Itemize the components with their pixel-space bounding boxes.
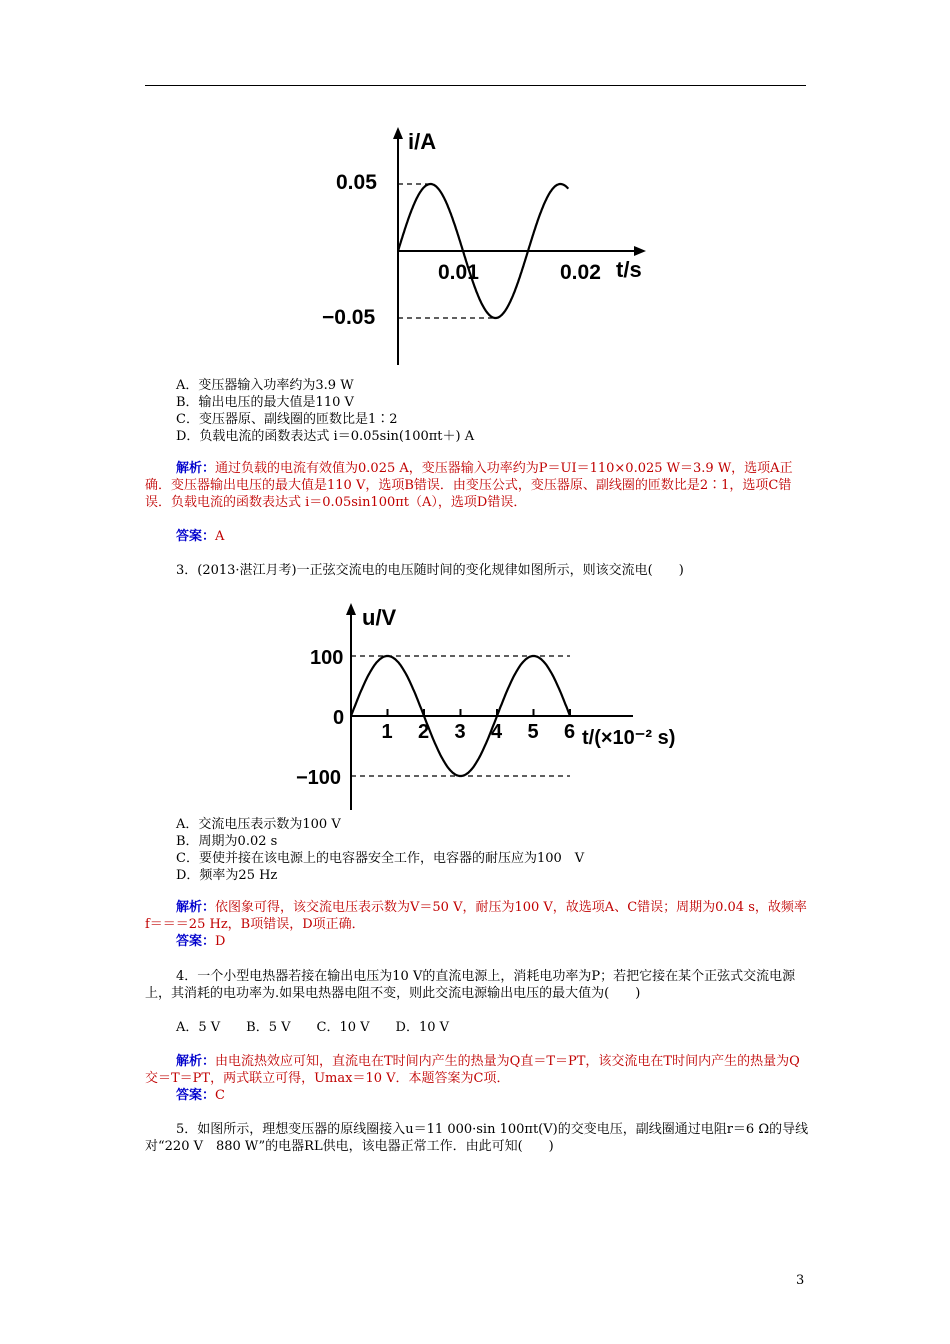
chart2-xtick-3: 3 xyxy=(454,721,466,743)
current-sine-chart xyxy=(320,125,660,365)
chart2-ytick-top: 100 xyxy=(310,647,344,669)
q2-options xyxy=(176,377,816,445)
q4-options: A．5 V B．5 V C．10 V D．10 V xyxy=(176,1020,450,1035)
chart2-xlabel: t/(×10⁻² s) xyxy=(582,727,676,749)
q3-option-b: B．周期为0.02 s xyxy=(176,834,278,849)
chart2-xtick-5: 5 xyxy=(527,721,539,743)
q3-option-d: D．频率为25 Hz xyxy=(176,868,278,883)
chart1-y-arrow xyxy=(393,127,403,139)
q2-option-c: C．变压器原、副线圈的匝数比是1∶2 xyxy=(176,412,398,427)
chart2-xtick-1: 1 xyxy=(381,721,393,743)
chart2-xtick-2: 2 xyxy=(418,721,430,743)
q5-stem: 5．如图所示，理想变压器的原线圈接入u＝11 000·sin 100πt(V)的交变电压，副线圈通过电阻r＝6 Ω的导线对“220 V 880 W”的电器RL供电，该电器正常工作．由此可知( ) xyxy=(145,1122,809,1154)
chart1-xtick-2: 0.02 xyxy=(560,261,601,284)
q2-option-d: D．负载电流的函数表达式 i＝0.05sin(100πt＋) A xyxy=(176,429,475,444)
chart2-ylabel: u/V xyxy=(362,605,397,630)
chart2-xtick-4: 4 xyxy=(491,721,503,743)
q2-answer: 答案：A xyxy=(176,529,225,544)
chart2-xtick-6: 6 xyxy=(564,721,576,743)
q3-analysis: 解析：依图象可得，该交流电压表示数为V＝50 V，耐压为100 V，故选项A、C错误；周期为0.04 s，故频率f＝＝＝25 Hz，B项错误，D项正确． xyxy=(145,900,807,932)
chart2-ytick-bottom: −100 xyxy=(296,767,342,789)
chart1-ytick-bottom: −0.05 xyxy=(322,306,376,329)
q2-analysis: 解析：通过负载的电流有效值为0.025 A，变压器输入功率约为P＝UI＝110×0.025 W＝3.9 W，选项A正确．变压器输出电压的最大值是110 V，选项B错误．由变压公式，变压器原、副线圈的匝数比是2∶1，选项C错误．负载电流的函数表达式 i＝0.05sin100πt（A），选项D错误． xyxy=(145,461,793,510)
q4-stem: 4．一个小型电热器若接在输出电压为10 V的直流电源上，消耗电功率为P；若把它接在某个正弦式交流电源上，其消耗的电功率为.如果电热器电阻不变，则此交流电源输出电压的最大值为( ) xyxy=(145,969,796,1001)
chart1-x-arrow xyxy=(634,246,646,256)
voltage-sine-chart xyxy=(290,598,710,813)
chart1-xtick-1: 0.01 xyxy=(438,261,479,284)
q4-analysis: 解析：由电流热效应可知，直流电在T时间内产生的热量为Q直＝T＝PT，该交流电在T时间内产生的热量为Q交＝T＝PT，两式联立可得，Umax＝10 V．本题答案为C项． xyxy=(145,1054,800,1086)
chart1-ytick-top: 0.05 xyxy=(336,171,377,194)
chart1-ylabel: i/A xyxy=(408,129,437,154)
q2-option-b: B．输出电压的最大值是110 V xyxy=(176,395,354,410)
q3-option-a: A．交流电压表示数为100 V xyxy=(176,817,341,832)
q2-option-a: A．变压器输入功率约为3.9 W xyxy=(176,378,354,393)
chart2-ytick-zero: 0 xyxy=(333,707,345,729)
q3-answer: 答案：D xyxy=(176,934,226,949)
q3-options xyxy=(176,816,816,884)
page-number: 3 xyxy=(796,1273,805,1288)
q4-answer: 答案：C xyxy=(176,1088,225,1103)
q3-stem: 3．(2013·湛江月考)一正弦交流电的电压随时间的变化规律如图所示，则该交流电( ) xyxy=(176,563,684,578)
chart1-xlabel: t/s xyxy=(616,257,642,282)
chart2-y-arrow xyxy=(346,603,356,615)
header-rule xyxy=(145,85,806,86)
q3-option-c: C．要使并接在该电源上的电容器安全工作，电容器的耐压应为100 V xyxy=(176,851,585,866)
